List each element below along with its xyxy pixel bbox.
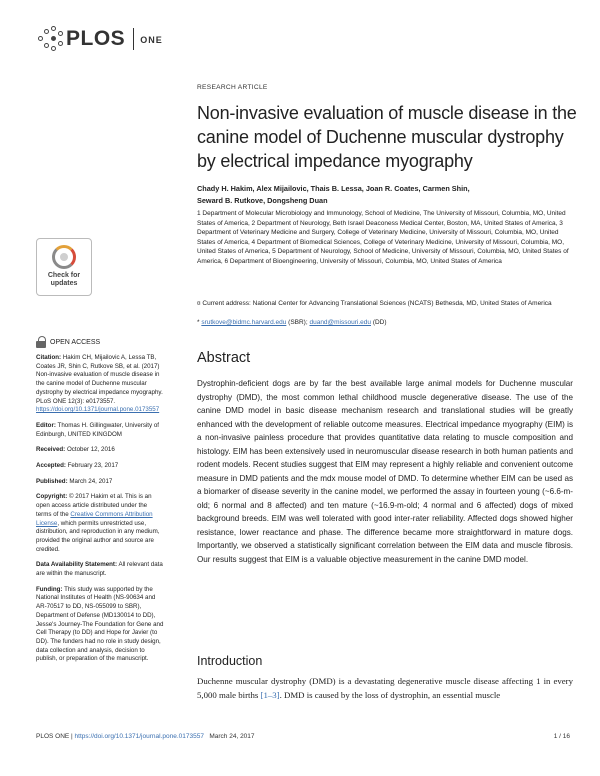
authors-line-1: Chady H. Hakim, Alex Mijailovic, Thais B. Lessa, Joan R. Coates, Carmen Shin, xyxy=(197,184,470,193)
citation-block: Citation: Hakim CH, Mijailovic A, Lessa TB, Coates JR, Shin C, Rutkove SB, et al. (2017) Non-invasive evaluation of muscle disease in the canine model of Duchenne muscular dystrophy by electrical impedance myography. PLoS ONE 12(3): e0173557. https://doi.org/10.1371/journal.pone.0173557 xyxy=(36,354,163,414)
logo-divider xyxy=(133,28,134,50)
received-block: Received: October 12, 2016 xyxy=(36,446,115,454)
corresponding-emails: * srutkove@bidmc.harvard.edu (SBR); duand@missouri.edu (DD) xyxy=(197,319,387,326)
plos-logo[interactable] xyxy=(38,24,163,54)
citation-ref-link[interactable]: [1–3] xyxy=(260,689,280,700)
email-link-duan[interactable]: duand@missouri.edu xyxy=(309,319,371,326)
published-block: Published: March 24, 2017 xyxy=(36,477,113,485)
plos-logo-icon xyxy=(38,26,64,52)
footer-left: PLOS ONE | https://doi.org/10.1371/journal.pone.0173557 March 24, 2017 xyxy=(36,733,255,740)
accepted-block: Accepted: February 23, 2017 xyxy=(36,462,119,470)
article-info-sidebar xyxy=(36,354,164,671)
data-availability-block: Data Availability Statement: All relevant data are within the manuscript. xyxy=(36,561,163,578)
page-footer xyxy=(36,733,570,740)
footer-date: March 24, 2017 xyxy=(209,733,255,740)
license-link[interactable]: Creative Commons Attribution License xyxy=(36,510,153,527)
brand-name: PLOS xyxy=(66,27,126,50)
check-updates-label: Check for updates xyxy=(47,272,81,287)
introduction-text: Duchenne muscular dystrophy (DMD) is a devastating degenerative muscle disease affecting 1 in every 5,000 male births [1–3]. DMD is caused by the loss of dystrophin, an essential muscle xyxy=(197,676,573,700)
introduction-heading: Introduction xyxy=(197,654,263,668)
article-title: Non-invasive evaluation of muscle disease in the canine model of Duchenne muscular dystrophy by electrical impedance myography xyxy=(197,103,577,171)
author-list xyxy=(197,183,569,206)
journal-name: ONE xyxy=(140,35,163,45)
current-address: ¤ Current address: National Center for Advancing Translational Sciences (NCATS) Bethesda, MD, United States of America xyxy=(197,300,552,307)
copyright-block: Copyright: © 2017 Hakim et al. This is an open access article distributed under the terms of the Creative Commons Attribution License, which permits unrestricted use, distribution, and reproduction in any medium, provided the original author and source are credited. xyxy=(36,493,160,553)
open-access xyxy=(36,336,100,348)
authors-line-2: Seward B. Rutkove, Dongsheng Duan xyxy=(197,195,328,205)
abstract-heading: Abstract xyxy=(197,350,251,366)
update-icon xyxy=(52,245,76,269)
footer-journal: PLOS ONE xyxy=(36,733,70,740)
citation-doi-link[interactable]: https://doi.org/10.1371/journal.pone.0173557 xyxy=(36,406,160,414)
email-link-rutkove[interactable]: srutkove@bidmc.harvard.edu xyxy=(201,319,287,326)
open-access-label: OPEN ACCESS xyxy=(50,338,101,346)
editor-block: Editor: Thomas H. Gillingwater, University of Edinburgh, UNITED KINGDOM xyxy=(36,421,159,438)
check-for-updates-badge[interactable] xyxy=(36,238,92,296)
funding-block: Funding: This study was supported by the National Institutes of Health (NS-90634 and AR-70517 to DD, NS-055099 to SBR), Department of Defense (MD130014 to DD), Jesse's Journey-The Foundation for Gene and Cell Therapy (to DD) and Hope for Javier (to DD). The funders had no role in study design, data collection and analysis, decision to publish, or preparation of the manuscript. xyxy=(36,585,164,663)
article-type: RESEARCH ARTICLE xyxy=(197,84,268,91)
page-number: 1 / 16 xyxy=(553,733,570,740)
open-lock-icon xyxy=(36,336,46,348)
abstract-text: Dystrophin-deficient dogs are by far the best available large animal models for Duchenne muscular dystrophy (DMD), the most common lethal childhood muscle degenerative disease. The use of the canine DMD model in basic disease mechanism research and translational studies will be greatly enhanced with the development of reliable outcome measures. Electrical impedance myography (EIM) is a non-invasive painless procedure that provides quantitative data relating to muscle composition and histology. EIM has been extensively used in neuromuscular disease research in both human patients and rodent models. Recent studies suggest that EIM may represent a highly reliable and convenient outcome measure in DMD patients and the mdx mouse model of DMD. To determine whether EIM can be used as a biomarker of disease severity in the canine model, we performed the assay in fourteen young (~6.6-m-old; 6 normal and 8 affected) and ten mature (~16.9-m-old; 4 normal and 6 affected) dogs of mixed background breeds. EIM was well tolerated with good inter-rater reliability. Affected dogs showed higher resistance, lower reactance and phase. The difference became more straightforward in mature dogs. Importantly, we observed a statistically significant correlation between the EIM data and muscle fibrosis. Our results suggest that EIM is a valuable objective measurement in the canine DMD model. xyxy=(197,379,573,564)
affiliations: 1 Department of Molecular Microbiology and Immunology, School of Medicine, The University of Missouri, Columbia, MO, United States of America, 2 Department of Neurology, Beth Israel Deaconess Medical Center, Boston, MA, United States of America, 3 Department of Veterinary Medicine and Surgery, College of Veterinary Medicine, University of Missouri, Columbia, MO, United States of America, 4 Department of Biomedical Sciences, College of Veterinary Medicine, University of Missouri, Columbia, MO, United States of America, 5 Department of Neurology, School of Medicine, University of Missouri, Columbia, MO, United States of America, 6 Department of Bioengineering, University of Missouri, Columbia, MO, United States of America xyxy=(197,210,569,265)
footer-doi-link[interactable]: https://doi.org/10.1371/journal.pone.0173557 xyxy=(74,733,204,740)
